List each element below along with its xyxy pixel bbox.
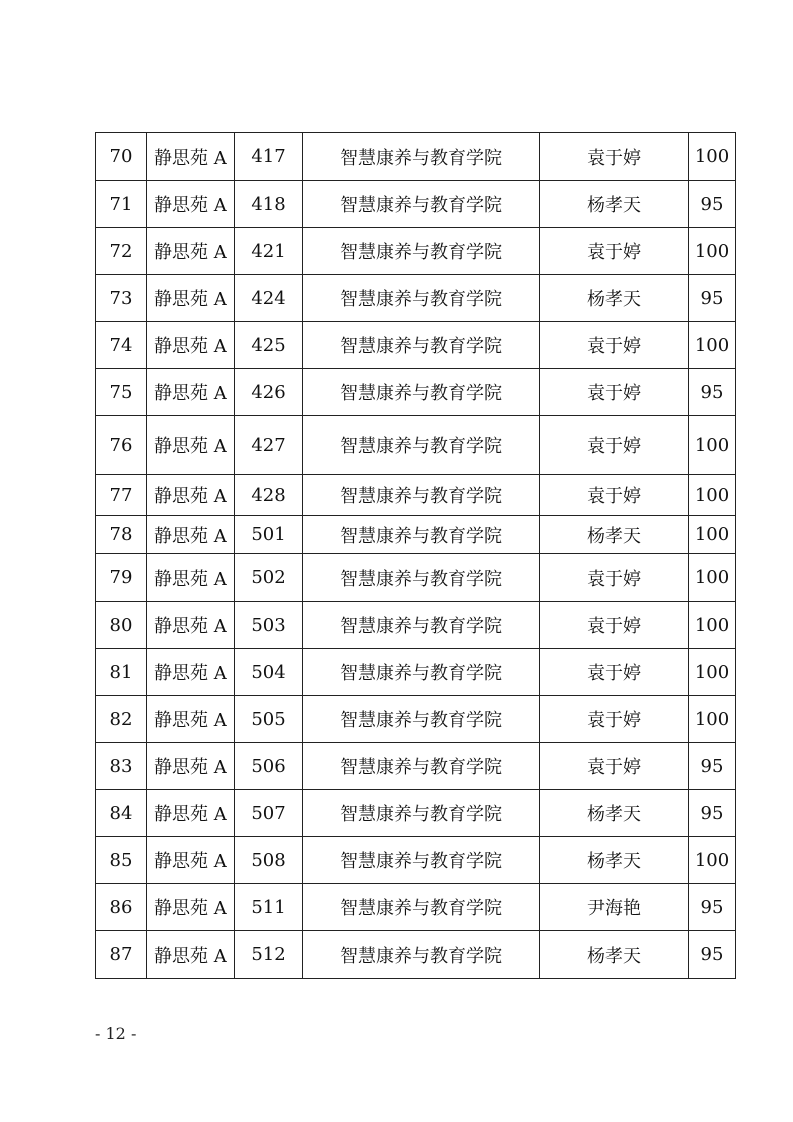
cell-college: 智慧康养与教育学院 [303, 133, 540, 181]
table-row [96, 649, 736, 696]
cell-score: 100 [689, 696, 736, 743]
table-row [96, 228, 736, 275]
cell-room: 426 [235, 369, 303, 416]
cell-score: 100 [689, 475, 736, 516]
cell-room: 424 [235, 275, 303, 322]
cell-number: 83 [96, 743, 147, 790]
cell-college: 智慧康养与教育学院 [303, 837, 540, 884]
cell-number: 76 [96, 416, 147, 475]
cell-building: 静思苑 A [147, 837, 235, 884]
page-number: - 12 - [95, 1024, 137, 1043]
cell-number: 79 [96, 554, 147, 602]
cell-room: 507 [235, 790, 303, 837]
cell-building: 静思苑 A [147, 322, 235, 369]
cell-building: 静思苑 A [147, 133, 235, 181]
table-row [96, 931, 736, 979]
cell-college: 智慧康养与教育学院 [303, 554, 540, 602]
cell-building: 静思苑 A [147, 696, 235, 743]
table-row [96, 133, 736, 181]
cell-number: 74 [96, 322, 147, 369]
cell-room: 508 [235, 837, 303, 884]
cell-room: 504 [235, 649, 303, 696]
table-row [96, 884, 736, 931]
table-row [96, 516, 736, 554]
cell-college: 智慧康养与教育学院 [303, 369, 540, 416]
cell-number: 78 [96, 516, 147, 554]
cell-college: 智慧康养与教育学院 [303, 181, 540, 228]
cell-room: 418 [235, 181, 303, 228]
cell-inspector: 杨孝天 [540, 275, 689, 322]
cell-inspector: 杨孝天 [540, 837, 689, 884]
cell-inspector: 袁于婷 [540, 133, 689, 181]
cell-score: 100 [689, 322, 736, 369]
table-row [96, 181, 736, 228]
cell-room: 506 [235, 743, 303, 790]
cell-room: 501 [235, 516, 303, 554]
cell-score: 95 [689, 790, 736, 837]
cell-inspector: 袁于婷 [540, 475, 689, 516]
cell-building: 静思苑 A [147, 416, 235, 475]
cell-building: 静思苑 A [147, 181, 235, 228]
cell-number: 72 [96, 228, 147, 275]
table-row [96, 369, 736, 416]
cell-number: 82 [96, 696, 147, 743]
cell-building: 静思苑 A [147, 554, 235, 602]
cell-number: 73 [96, 275, 147, 322]
cell-room: 512 [235, 931, 303, 979]
cell-building: 静思苑 A [147, 516, 235, 554]
cell-score: 100 [689, 516, 736, 554]
cell-building: 静思苑 A [147, 275, 235, 322]
cell-inspector: 杨孝天 [540, 181, 689, 228]
cell-college: 智慧康养与教育学院 [303, 322, 540, 369]
cell-score: 100 [689, 228, 736, 275]
table-row [96, 837, 736, 884]
cell-room: 425 [235, 322, 303, 369]
cell-room: 503 [235, 602, 303, 649]
table-row [96, 416, 736, 475]
cell-inspector: 杨孝天 [540, 790, 689, 837]
cell-score: 95 [689, 884, 736, 931]
table-row [96, 275, 736, 322]
cell-building: 静思苑 A [147, 884, 235, 931]
table-row [96, 322, 736, 369]
table-body [96, 133, 736, 979]
cell-room: 511 [235, 884, 303, 931]
cell-inspector: 袁于婷 [540, 322, 689, 369]
cell-building: 静思苑 A [147, 931, 235, 979]
cell-inspector: 袁于婷 [540, 743, 689, 790]
cell-room: 502 [235, 554, 303, 602]
table-row [96, 554, 736, 602]
table-row [96, 743, 736, 790]
cell-building: 静思苑 A [147, 790, 235, 837]
cell-score: 95 [689, 931, 736, 979]
inspection-table [95, 132, 736, 979]
cell-college: 智慧康养与教育学院 [303, 649, 540, 696]
table-row [96, 602, 736, 649]
cell-number: 77 [96, 475, 147, 516]
cell-building: 静思苑 A [147, 475, 235, 516]
cell-inspector: 杨孝天 [540, 931, 689, 979]
cell-college: 智慧康养与教育学院 [303, 884, 540, 931]
cell-college: 智慧康养与教育学院 [303, 743, 540, 790]
cell-number: 71 [96, 181, 147, 228]
cell-room: 505 [235, 696, 303, 743]
cell-building: 静思苑 A [147, 649, 235, 696]
table-row [96, 475, 736, 516]
cell-inspector: 袁于婷 [540, 649, 689, 696]
cell-inspector: 袁于婷 [540, 369, 689, 416]
cell-inspector: 杨孝天 [540, 516, 689, 554]
cell-inspector: 袁于婷 [540, 554, 689, 602]
cell-college: 智慧康养与教育学院 [303, 790, 540, 837]
cell-number: 70 [96, 133, 147, 181]
cell-college: 智慧康养与教育学院 [303, 696, 540, 743]
cell-college: 智慧康养与教育学院 [303, 516, 540, 554]
cell-inspector: 袁于婷 [540, 602, 689, 649]
cell-room: 427 [235, 416, 303, 475]
cell-building: 静思苑 A [147, 602, 235, 649]
cell-score: 100 [689, 133, 736, 181]
cell-score: 95 [689, 743, 736, 790]
cell-number: 85 [96, 837, 147, 884]
cell-number: 87 [96, 931, 147, 979]
cell-room: 417 [235, 133, 303, 181]
cell-inspector: 尹海艳 [540, 884, 689, 931]
cell-score: 95 [689, 275, 736, 322]
cell-score: 100 [689, 554, 736, 602]
cell-score: 100 [689, 602, 736, 649]
cell-score: 100 [689, 837, 736, 884]
cell-room: 421 [235, 228, 303, 275]
cell-score: 95 [689, 369, 736, 416]
table-row [96, 790, 736, 837]
cell-number: 86 [96, 884, 147, 931]
cell-number: 75 [96, 369, 147, 416]
cell-inspector: 袁于婷 [540, 696, 689, 743]
cell-score: 95 [689, 181, 736, 228]
cell-room: 428 [235, 475, 303, 516]
cell-college: 智慧康养与教育学院 [303, 602, 540, 649]
cell-score: 100 [689, 649, 736, 696]
cell-inspector: 袁于婷 [540, 416, 689, 475]
cell-inspector: 袁于婷 [540, 228, 689, 275]
cell-number: 80 [96, 602, 147, 649]
cell-score: 100 [689, 416, 736, 475]
cell-building: 静思苑 A [147, 743, 235, 790]
cell-college: 智慧康养与教育学院 [303, 931, 540, 979]
cell-number: 81 [96, 649, 147, 696]
cell-building: 静思苑 A [147, 228, 235, 275]
cell-college: 智慧康养与教育学院 [303, 416, 540, 475]
table-row [96, 696, 736, 743]
cell-college: 智慧康养与教育学院 [303, 475, 540, 516]
cell-college: 智慧康养与教育学院 [303, 228, 540, 275]
cell-building: 静思苑 A [147, 369, 235, 416]
cell-college: 智慧康养与教育学院 [303, 275, 540, 322]
cell-number: 84 [96, 790, 147, 837]
